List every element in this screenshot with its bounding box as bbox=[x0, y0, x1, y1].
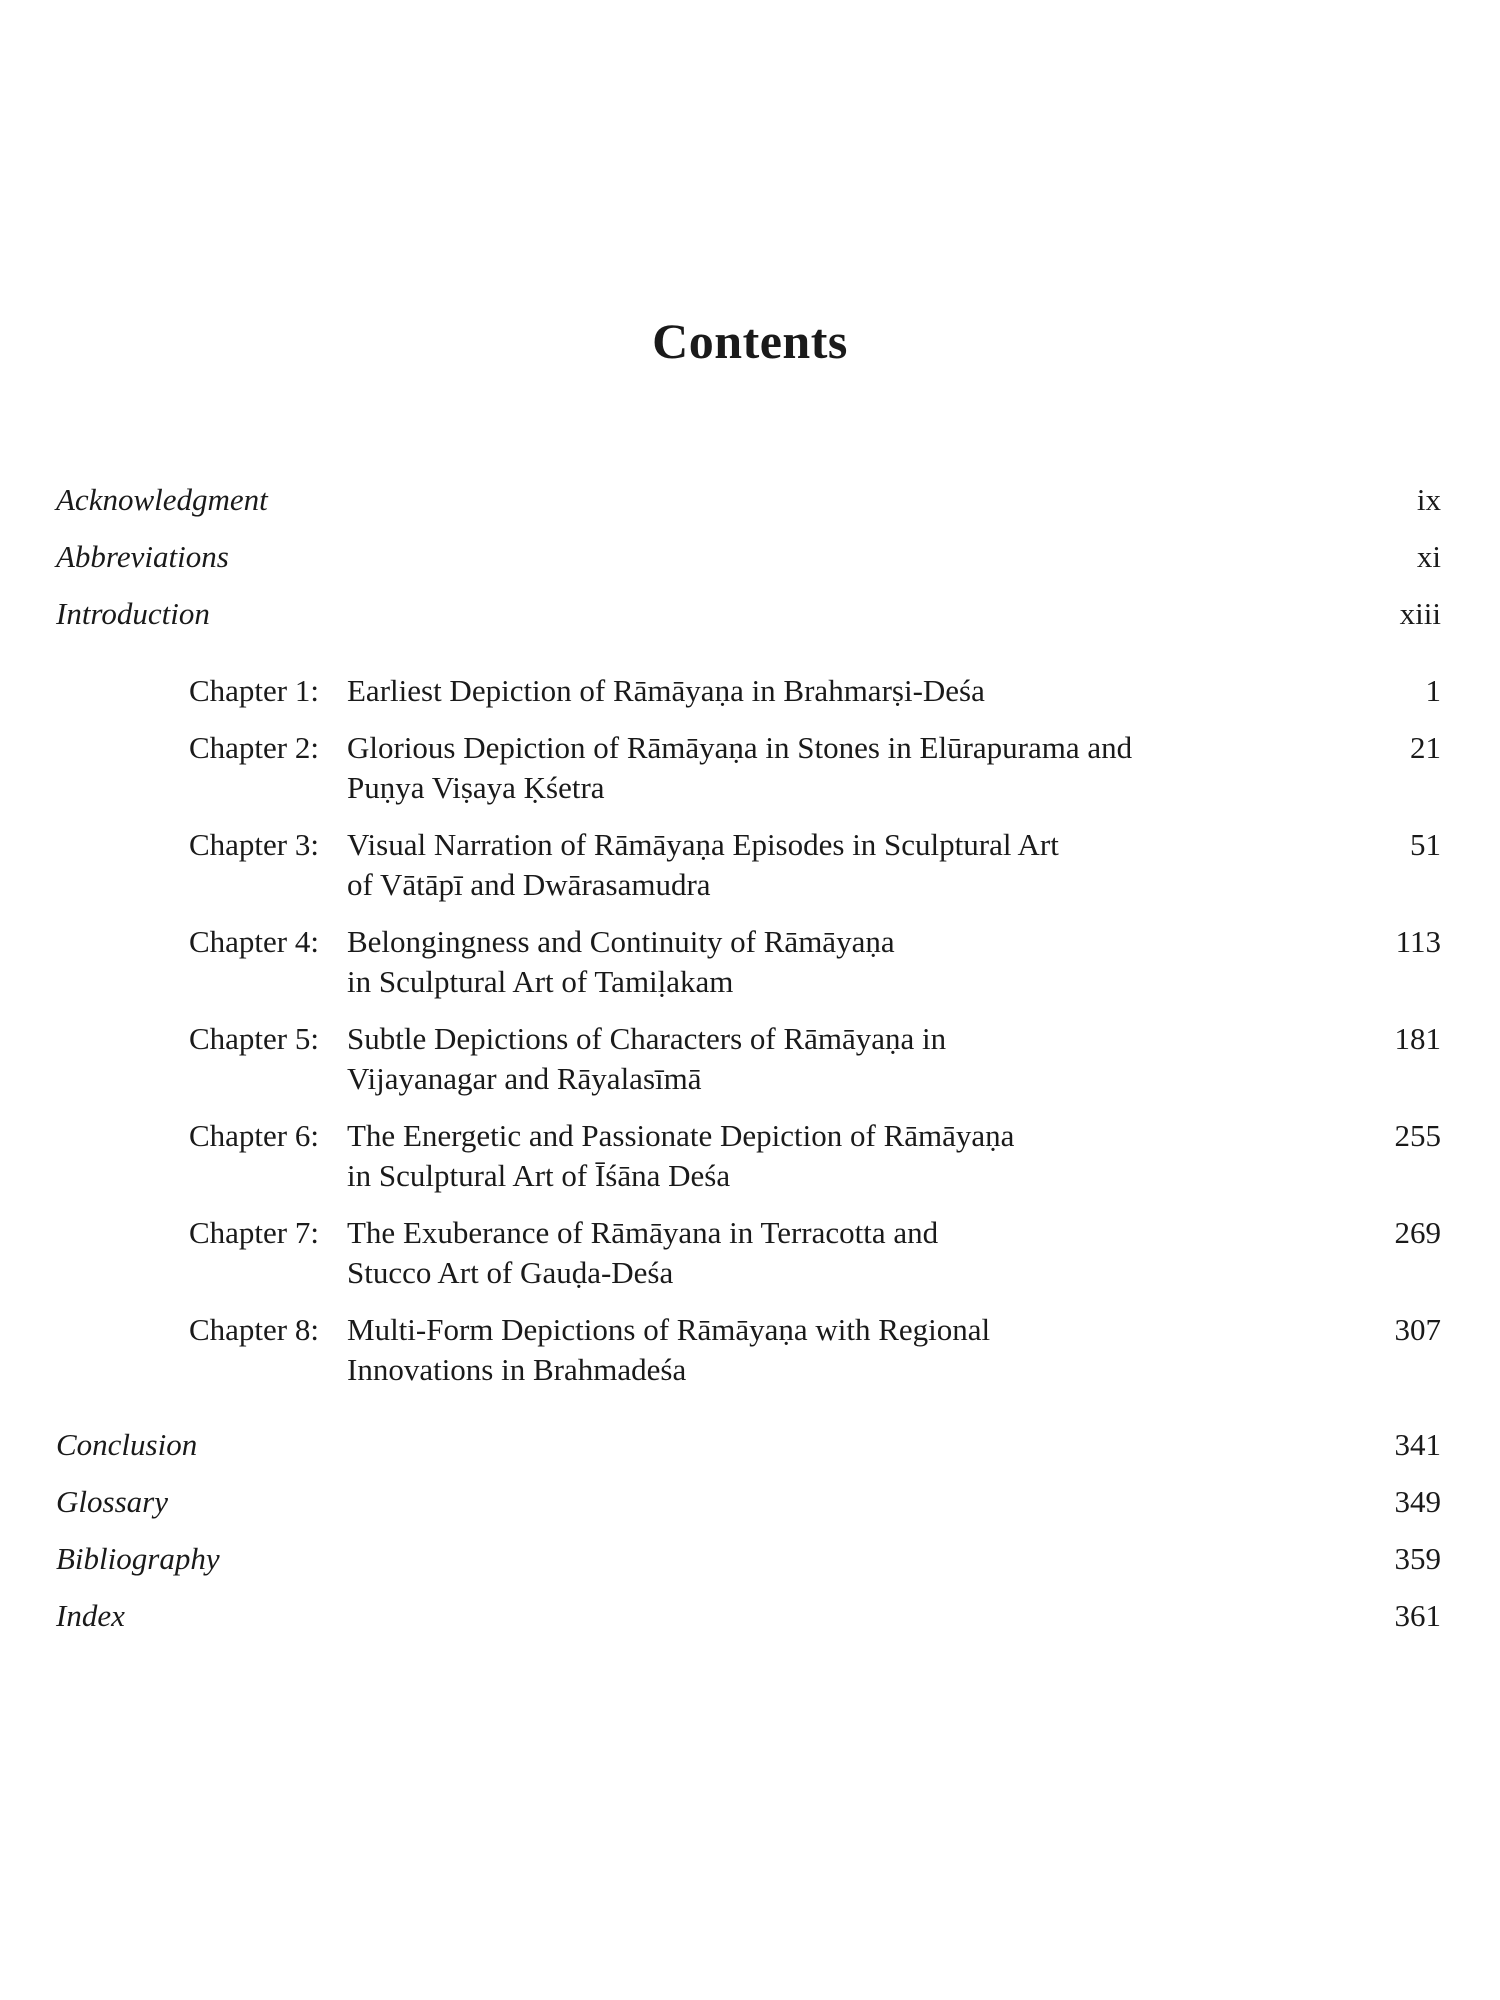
chapter-title-line: Earliest Depiction of Rāmāyaṇa in Brahmarṣi-Deśa bbox=[347, 673, 985, 708]
toc-entry-conclusion[interactable] bbox=[56, 1427, 1441, 1471]
chapter-title bbox=[347, 1213, 1227, 1293]
chapter-number: Chapter 4: bbox=[189, 924, 319, 959]
chapter-title bbox=[347, 728, 1227, 808]
toc-entry-label: Conclusion bbox=[56, 1427, 198, 1462]
chapter-title-line: Multi-Form Depictions of Rāmāyaṇa with Regional bbox=[347, 1312, 991, 1347]
toc-entry-label: Bibliography bbox=[56, 1541, 220, 1576]
toc-entry-page: 341 bbox=[1394, 1427, 1441, 1462]
chapter-title-line: The Exuberance of Rāmāyana in Terracotta and bbox=[347, 1215, 939, 1250]
chapter-title-line: Visual Narration of Rāmāyaṇa Episodes in Sculptural Art bbox=[347, 827, 1059, 862]
chapter-title-line: Innovations in Brahmadeśa bbox=[347, 1352, 687, 1387]
toc-entry-page: xi bbox=[1416, 539, 1441, 574]
chapter-title-line: Belongingness and Continuity of Rāmāyaṇa bbox=[347, 924, 895, 959]
toc-entry-label: Index bbox=[56, 1598, 125, 1633]
chapter-page: 51 bbox=[1410, 827, 1441, 862]
chapter-number: Chapter 3: bbox=[189, 827, 319, 862]
toc-entry-label: Introduction bbox=[56, 596, 210, 631]
toc-entry-page: 349 bbox=[1394, 1484, 1441, 1519]
chapter-title bbox=[347, 671, 1227, 711]
toc-entry-page: 359 bbox=[1394, 1541, 1441, 1576]
chapter-page: 1 bbox=[1425, 673, 1441, 708]
chapter-number: Chapter 1: bbox=[189, 673, 319, 708]
toc-entry-page: xiii bbox=[1399, 596, 1441, 631]
chapter-title-line: The Energetic and Passionate Depiction of Rāmāyaṇa bbox=[347, 1118, 1015, 1153]
chapter-title bbox=[347, 922, 1227, 1002]
chapter-number: Chapter 6: bbox=[189, 1118, 319, 1153]
chapter-page: 21 bbox=[1410, 730, 1441, 765]
toc-entry-glossary[interactable] bbox=[56, 1484, 1441, 1528]
toc-entry-label: Glossary bbox=[56, 1484, 168, 1519]
chapter-title-line: of Vātāpī and Dwārasamudra bbox=[347, 867, 711, 902]
chapter-number: Chapter 2: bbox=[189, 730, 319, 765]
toc-entry-acknowledgment[interactable] bbox=[56, 482, 1441, 526]
chapter-title bbox=[347, 1116, 1227, 1196]
chapter-title-line: Puṇya Viṣaya Ḳśetra bbox=[347, 770, 605, 805]
chapter-title-line: Glorious Depiction of Rāmāyaṇa in Stones in Elūrapurama and bbox=[347, 730, 1133, 765]
toc-entry-label: Acknowledgment bbox=[56, 482, 268, 517]
chapter-number: Chapter 8: bbox=[189, 1312, 319, 1347]
chapter-number: Chapter 5: bbox=[189, 1021, 319, 1056]
chapter-title-line: Stucco Art of Gauḍa-Deśa bbox=[347, 1255, 674, 1290]
chapter-page: 113 bbox=[1395, 924, 1441, 959]
chapter-title bbox=[347, 1310, 1227, 1390]
toc-entry-index[interactable] bbox=[56, 1598, 1441, 1642]
chapter-title bbox=[347, 825, 1227, 905]
toc-entry-bibliography[interactable] bbox=[56, 1541, 1441, 1585]
toc-entry-label: Abbreviations bbox=[56, 539, 229, 574]
toc-entry-page: 361 bbox=[1394, 1598, 1441, 1633]
chapter-title-line: Subtle Depictions of Characters of Rāmāyaṇa in bbox=[347, 1021, 947, 1056]
toc-entry-introduction[interactable] bbox=[56, 596, 1441, 640]
chapter-title-line: Vijayanagar and Rāyalasīmā bbox=[347, 1061, 702, 1096]
chapter-page: 255 bbox=[1394, 1118, 1441, 1153]
chapter-number: Chapter 7: bbox=[189, 1215, 319, 1250]
toc-entry-abbreviations[interactable] bbox=[56, 539, 1441, 583]
page-title: Contents bbox=[652, 313, 848, 369]
chapter-title bbox=[347, 1019, 1227, 1099]
chapter-page: 181 bbox=[1394, 1021, 1441, 1056]
toc-entry-page: ix bbox=[1416, 482, 1441, 517]
chapter-page: 307 bbox=[1394, 1312, 1441, 1347]
chapter-page: 269 bbox=[1394, 1215, 1441, 1250]
chapter-title-line: in Sculptural Art of Īśāna Deśa bbox=[347, 1158, 731, 1193]
chapter-title-line: in Sculptural Art of Tamiḷakam bbox=[347, 964, 734, 999]
